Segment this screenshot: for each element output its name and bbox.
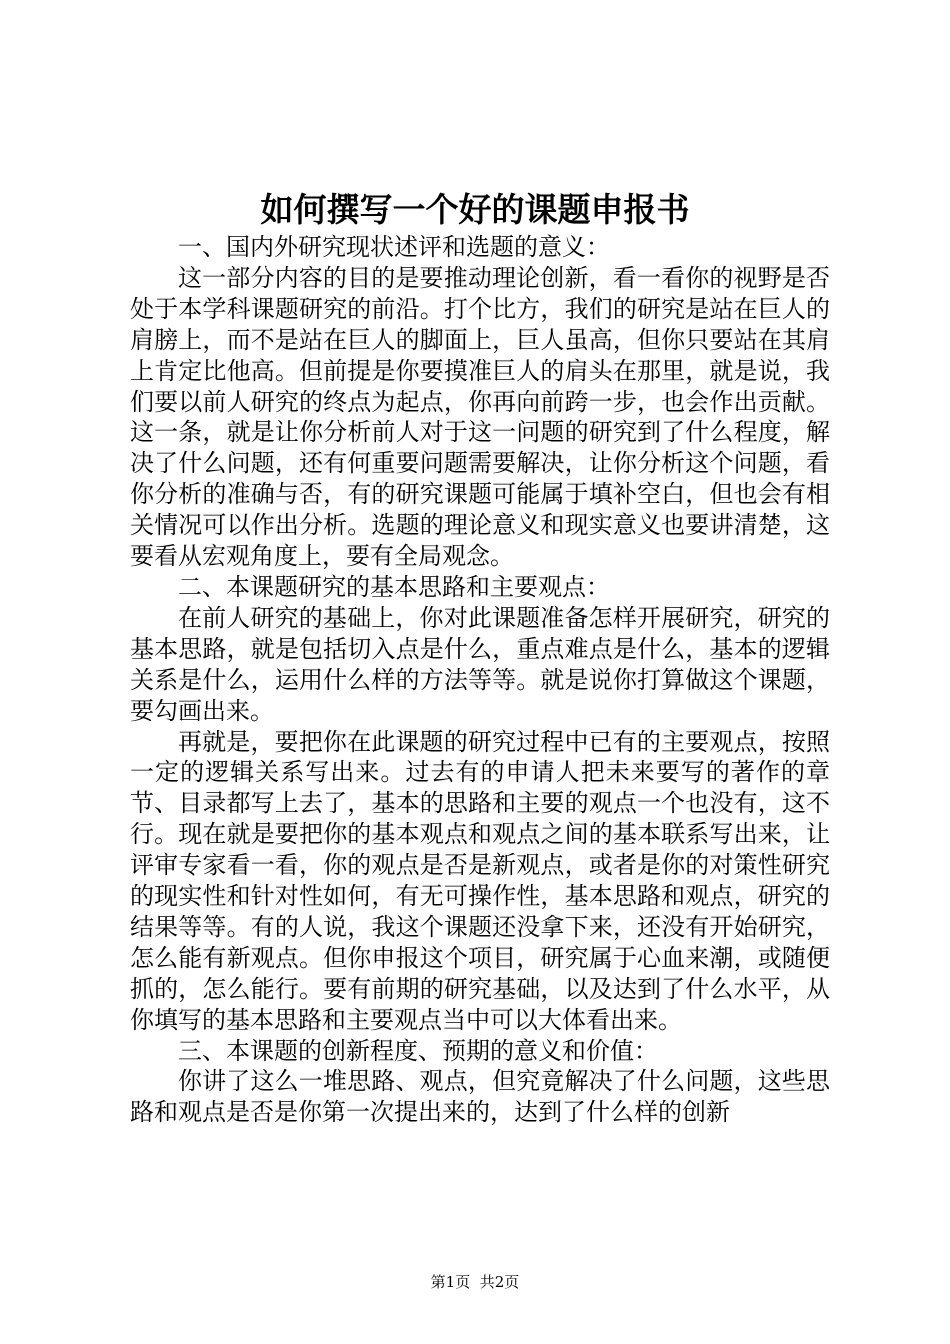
page-total: 共2页	[479, 1273, 520, 1291]
body-paragraph: 这一部分内容的目的是要推动理论创新，看一看你的视野是否处于本学科课题研究的前沿。打个比方，我们的研究是站在巨人的肩膀上，而不是站在巨人的脚面上，巨人虽高，但你只要站在其肩上肯定比他高。但前提是你要摸准巨人的肩头在那里，就是说，我们要以前人研究的终点为起点，你再向前跨一步，也会作出贡献。这一条，就是让你分析前人对于这一问题的研究到了什么程度，解决了什么问题，还有何重要问题需要解决，让你分析这个问题，看你分析的准确与否，有的研究课题可能属于填补空白，但也会有相关情况可以作出分析。选题的理论意义和现实意义也要讲清楚，这要看从宏观角度上，要有全局观念。	[130, 263, 830, 571]
document-body	[130, 232, 830, 1128]
footer-spacer	[470, 1273, 480, 1291]
document-title: 如何撰写一个好的课题申报书	[260, 190, 690, 229]
body-paragraph: 你讲了这么一堆思路、观点，但究竟解决了什么问题，这些思路和观点是否是你第一次提出来的，达到了什么样的创新	[130, 1067, 830, 1127]
page-footer	[0, 1272, 950, 1292]
section-heading-3: 三、本课题的创新程度、预期的意义和价值：	[178, 1036, 658, 1065]
page-number: 第1页	[430, 1273, 471, 1291]
section-heading-2: 二、本课题研究的基本思路和主要观点：	[178, 572, 610, 601]
body-paragraph: 再就是，要把你在此课题的研究过程中已有的主要观点，按照一定的逻辑关系写出来。过去有的申请人把未来要写的著作的章节、目录都写上去了，基本的思路和主要的观点一个也没有，这不行。现在就是要把你的基本观点和观点之间的基本联系写出来，让评审专家看一看，你的观点是否是新观点，或者是你的对策性研究的现实性和针对性如何，有无可操作性，基本思路和观点，研究的结果等等。有的人说，我这个课题还没拿下来，还没有开始研究，怎么能有新观点。但你申报这个项目，研究属于心血来潮，或随便抓的，怎么能行。要有前期的研究基础，以及达到了什么水平，从你填写的基本思路和主要观点当中可以大体看出来。	[130, 727, 830, 1034]
section-heading-1: 一、国内外研究现状述评和选题的意义：	[178, 233, 610, 261]
body-paragraph: 在前人研究的基础上，你对此课题准备怎样开展研究，研究的基本思路，就是包括切入点是什么，重点难点是什么，基本的逻辑关系是什么，运用什么样的方法等等。就是说你打算做这个课题，要勾画出来。	[130, 603, 830, 725]
